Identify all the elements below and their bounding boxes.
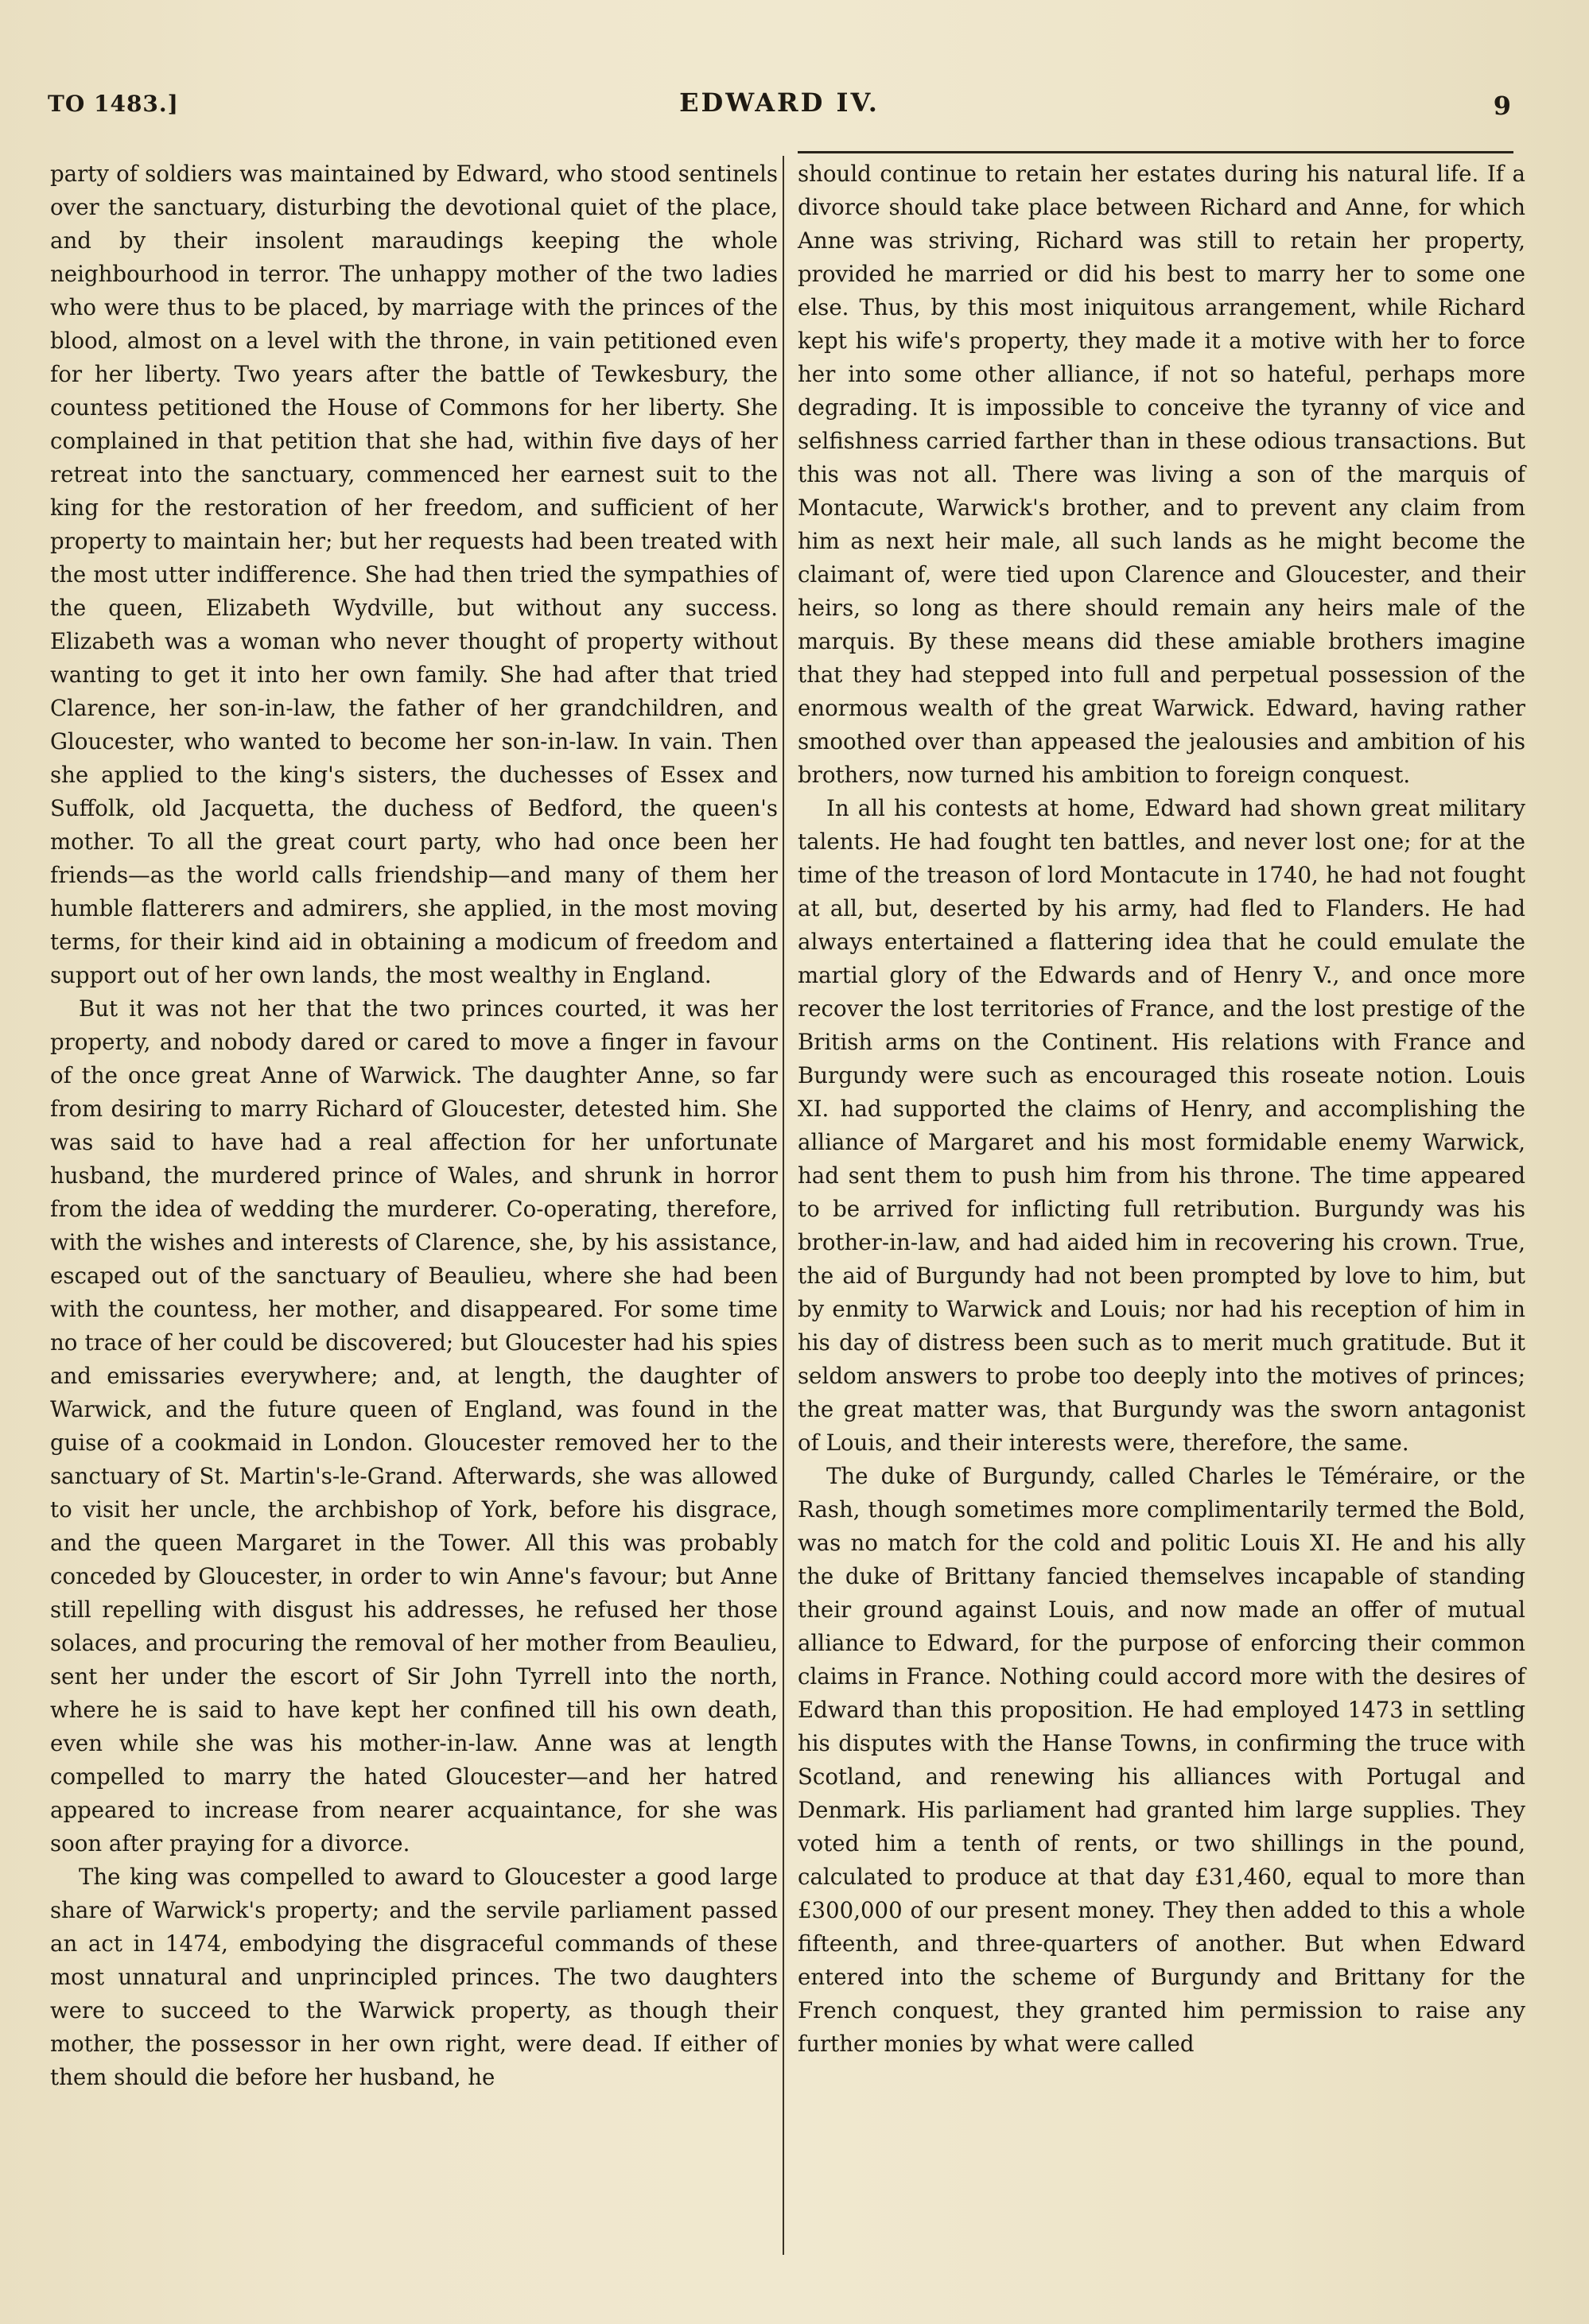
paragraph: But it was not her that the two princes courted, it was her property, and nobody dared or cared to move a finger in favour of the once great Anne of Warwick. The daughter Anne, so far from desiring to marry Richard of Gloucester, detested him. She was said to have had a real affection for her unfortunate husband, the murdered prince of Wales, and shrunk in horror from the idea of wedding the murderer. Co-operating, therefore, with the wishes and interests of Clarence, she, by his assistance, escaped out of the sanctuary of Beaulieu, where she had been with the countess, her mother, and disappeared. For some time no trace of her could be discovered; but Gloucester had his spies and emissaries everywhere; and, at length, the daughter of Warwick, and the future queen of England, was found in the guise of a cookmaid in London. Gloucester removed her to the sanctuary of St. Martin's-le-Grand. Afterwards, she was allowed to visit her uncle, the archbishop of York, before his disgrace, and the queen Margaret in the Tower. All this was probably conceded by Gloucester, in order to win Anne's favour; but Anne still repelling with disgust his addresses, he refused her those solaces, and procuring the removal of her mother from Beaulieu, sent her under the escort of Sir John Tyrrell into the north, where he is said to have kept her confined till his own death, even while she was his mother-in-law. Anne was at length compelled to marry the hated Gloucester—and her hatred appeared to increase from nearer acquaintance, for she was soon after praying for a divorce. xyxy=(50,995,778,1856)
left-column xyxy=(50,157,778,2094)
paragraph: The king was compelled to award to Gloucester a good large share of Warwick's property; and the servile parliament passed an act in 1474, embodying the disgraceful commands of these most unnatural and unprincipled princes. The two daughters were to succeed to the Warwick property, as though their mother, the possessor in her own right, were dead. If either of them should die before her husband, he xyxy=(50,1864,778,2090)
paragraph: should continue to retain her estates during his natural life. If a divorce should take place between Richard and Anne, for which Anne was striving, Richard was still to retain her property, provided he married or did his best to marry her to some one else. Thus, by this most iniquitous arrangement, while Richard kept his wife's property, they made it a motive with her to force her into some other alliance, if not so hateful, perhaps more degrading. It is impossible to conceive the tyranny of vice and selfishness carried farther than in these odious transactions. But this was not all. There was living a son of the marquis of Montacute, Warwick's brother, and to prevent any claim from him as next heir male, all such lands as he might become the claimant of, were tied upon Clarence and Gloucester, and their heirs, so long as there should remain any heirs male of the marquis. By these means did these amiable brothers imagine that they had stepped into full and perpetual possession of the enormous wealth of the great Warwick. Edward, having rather smoothed over than appeased the jealousies and ambition of his brothers, now turned his ambition to foreign conquest. xyxy=(798,161,1525,788)
running-head xyxy=(48,87,1511,127)
page-number: 9 xyxy=(1493,91,1511,121)
right-column xyxy=(798,157,1525,2061)
paragraph: party of soldiers was maintained by Edward, who stood sentinels over the sanctuary, disturbing the devotional quiet of the place, and by their insolent maraudings keeping the whole neighbourhood in terror. The unhappy mother of the two ladies who were thus to be placed, by marriage with the princes of the blood, almost on a level with the throne, in vain petitioned even for her liberty. Two years after the battle of Tewkesbury, the countess petitioned the House of Commons for her liberty. She complained in that petition that she had, within five days of her retreat into the sanctuary, commenced her earnest suit to the king for the restoration of her freedom, and sufficient of her property to maintain her; but her requests had been treated with the most utter indifference. She had then tried the sympathies of the queen, Elizabeth Wydville, but without any success. Elizabeth was a woman who never thought of property without wanting to get it into her own family. She had after that tried Clarence, her son-in-law, the father of her grandchildren, and Gloucester, who wanted to become her son-in-law. In vain. Then she applied to the king's sisters, the duchesses of Essex and Suffolk, old Jacquetta, the duchess of Bedford, the queen's mother. To all the great court party, who had once been her friends—as the world calls friendship—and many of them her humble flatterers and admirers, she applied, in the most moving terms, for their kind aid in obtaining a modicum of freedom and support out of her own lands, the most wealthy in England. xyxy=(50,161,778,988)
paragraph: The duke of Burgundy, called Charles le Téméraire, or the Rash, though sometimes more complimentarily termed the Bold, was no match for the cold and politic Louis XI. He and his ally the duke of Brittany fancied themselves incapable of standing their ground against Louis, and now made an offer of mutual alliance to Edward, for the purpose of enforcing their common claims in France. Nothing could accord more with the desires of Edward than this proposition. He had employed 1473 in settling his disputes with the Hanse Towns, in confirming the truce with Scotland, and renewing his alliances with Portugal and Denmark. His parliament had granted him large supplies. They voted him a tenth of rents, or two shillings in the pound, calculated to produce at that day £31,460, equal to more than £300,000 of our present money. They then added to this a whole fifteenth, and three-quarters of another. But when Edward entered into the scheme of Burgundy and Brittany for the French conquest, they granted him permission to raise any further monies by what were called xyxy=(798,1463,1525,2057)
running-head-date-range: TO 1483.] xyxy=(48,91,179,117)
paragraph: In all his contests at home, Edward had shown great military talents. He had fought ten battles, and never lost one; for at the time of the treason of lord Montacute in 1740, he had not fought at all, but, deserted by his army, had fled to Flanders. He had always entertained a flattering idea that he could emulate the martial glory of the Edwards and of Henry V., and once more recover the lost territories of France, and the lost prestige of the British arms on the Continent. His relations with France and Burgundy were such as encouraged this roseate notion. Louis XI. had supported the claims of Henry, and accomplishing the alliance of Margaret and his most formidable enemy Warwick, had sent them to push him from his throne. The time appeared to be arrived for inflicting full retribution. Burgundy was his brother-in-law, and had aided him in recovering his crown. True, the aid of Burgundy had not been prompted by love to him, but by enmity to Warwick and Louis; nor had his reception of him in his day of distress been such as to merit much gratitude. But it seldom answers to probe too deeply into the motives of princes; the great matter was, that Burgundy was the sworn antagonist of Louis, and their interests were, therefore, the same. xyxy=(798,795,1525,1456)
running-head-title: EDWARD IV. xyxy=(679,87,880,118)
header-rule xyxy=(798,151,1513,153)
column-divider xyxy=(783,156,784,2255)
